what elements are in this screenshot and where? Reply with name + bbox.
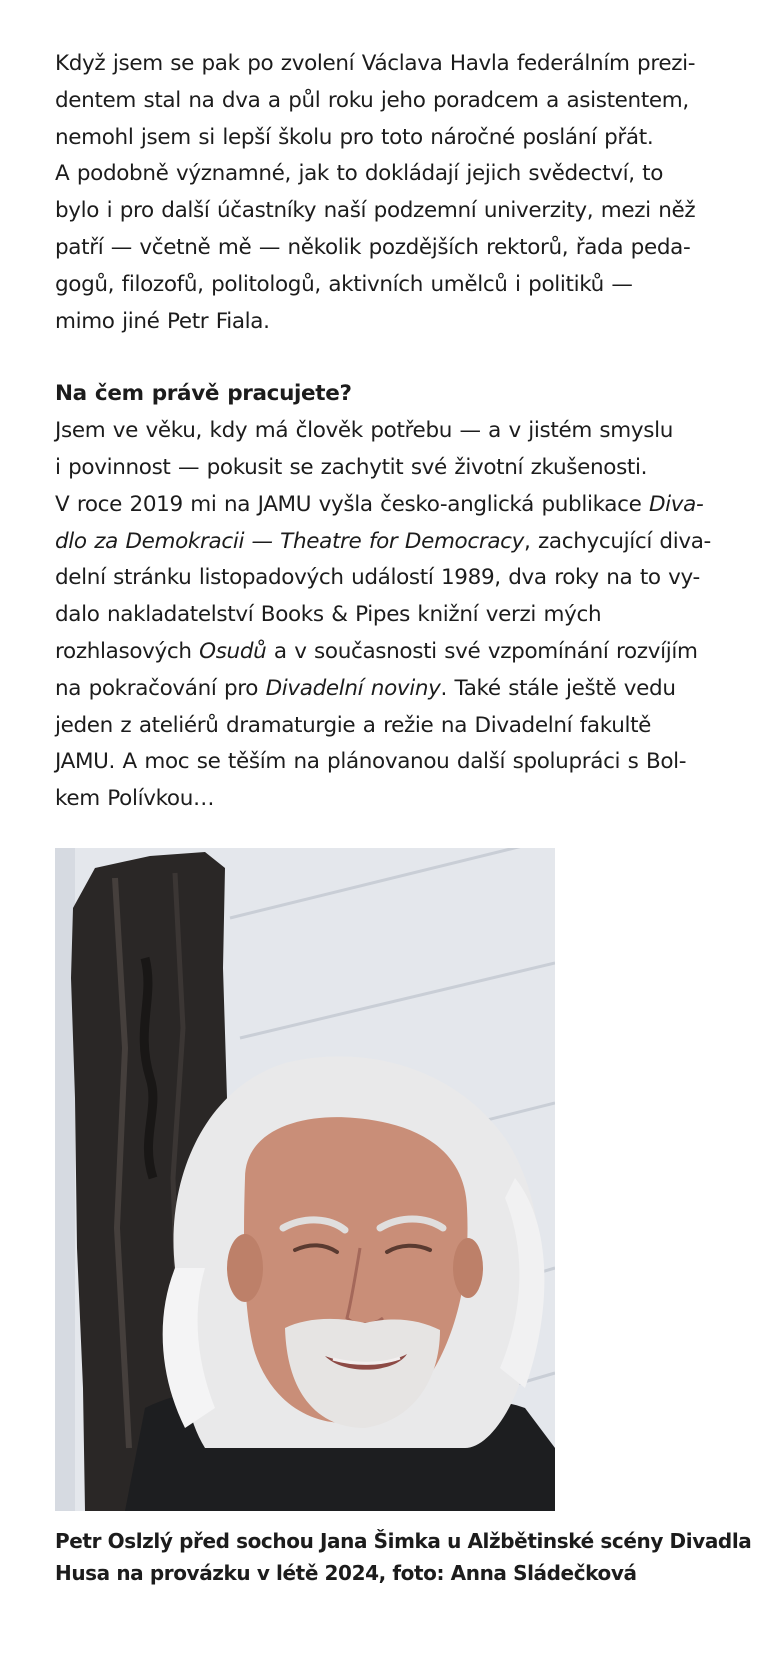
- text-line: jeden z ateliérů dramaturgie a režie na Divadelní fakultě: [55, 712, 652, 738]
- text-line: JAMU. A moc se těším na plánovanou další spolupráci s Bol-: [55, 749, 687, 775]
- portrait-photo: [55, 848, 555, 1511]
- paragraph-gap: [55, 340, 727, 376]
- text-line: kem Polívkou…: [55, 786, 215, 812]
- text-line: Jsem ve věku, kdy má člověk potřebu — a v jistém smyslu: [55, 418, 674, 444]
- text-line: mimo jiné Petr Fiala.: [55, 308, 270, 334]
- text-line: [55, 671, 727, 708]
- text-line: Když jsem se pak po zvolení Václava Havla federálním prezi-: [55, 51, 696, 76]
- text-run: . Také stále ještě vedu: [440, 675, 676, 701]
- text-line: i povinnost — pokusit se zachytit své životní zkušenosti.: [55, 454, 648, 480]
- text-line: dalo nakladatelství Books & Pipes knižní verzi mých: [55, 602, 602, 628]
- text-line: delní stránku listopadových událostí 1989, dva roky na to vy-: [55, 565, 700, 591]
- text-line: bylo i pro další účastníky naší podzemní univerzity, mezi něž: [55, 198, 696, 224]
- interview-question: Na čem právě pracujete?: [55, 381, 352, 407]
- text-line: [55, 487, 727, 524]
- interview-block: [55, 376, 727, 818]
- text-run: rozhlasových: [55, 638, 200, 664]
- text-line: [55, 524, 727, 561]
- text-line: gogů, filozofů, politologů, aktivních umělců i politiků —: [55, 271, 633, 297]
- publication-title: Divadelní noviny: [265, 675, 441, 701]
- text-line: nemohl jsem si lepší školu pro toto náročné poslání přát.: [55, 124, 654, 150]
- text-run: V roce 2019 mi na JAMU vyšla česko-anglická publikace: [55, 491, 649, 517]
- text-run: na pokračování pro: [55, 675, 266, 701]
- article-page: [55, 46, 752, 1589]
- publication-title: Diva-: [648, 491, 704, 517]
- portrait-illustration: [55, 848, 555, 1511]
- text-line: patří — včetně mě — několik pozdějších rektorů, řada peda-: [55, 234, 691, 260]
- text-line: A podobně významné, jak to dokládají jejich svědectví, to: [55, 161, 664, 187]
- text-line: dentem stal na dva a půl roku jeho poradcem a asistentem,: [55, 87, 689, 113]
- text-run: a v současnosti své vzpomínání rozvíjím: [266, 638, 698, 664]
- photo-caption: [55, 1525, 752, 1589]
- publication-title: Osudů: [199, 638, 267, 664]
- caption-line: Husa na provázku v létě 2024, foto: Anna Sládečková: [55, 1560, 637, 1585]
- publication-title: dlo za Demokracii — Theatre for Democracy: [55, 528, 524, 554]
- text-run: , zachycující diva-: [524, 528, 711, 554]
- text-line: [55, 634, 727, 671]
- intro-paragraph: [55, 46, 727, 340]
- caption-line: Petr Oslzlý před sochou Jana Šimka u Alžbětinské scény Divadla: [55, 1528, 752, 1553]
